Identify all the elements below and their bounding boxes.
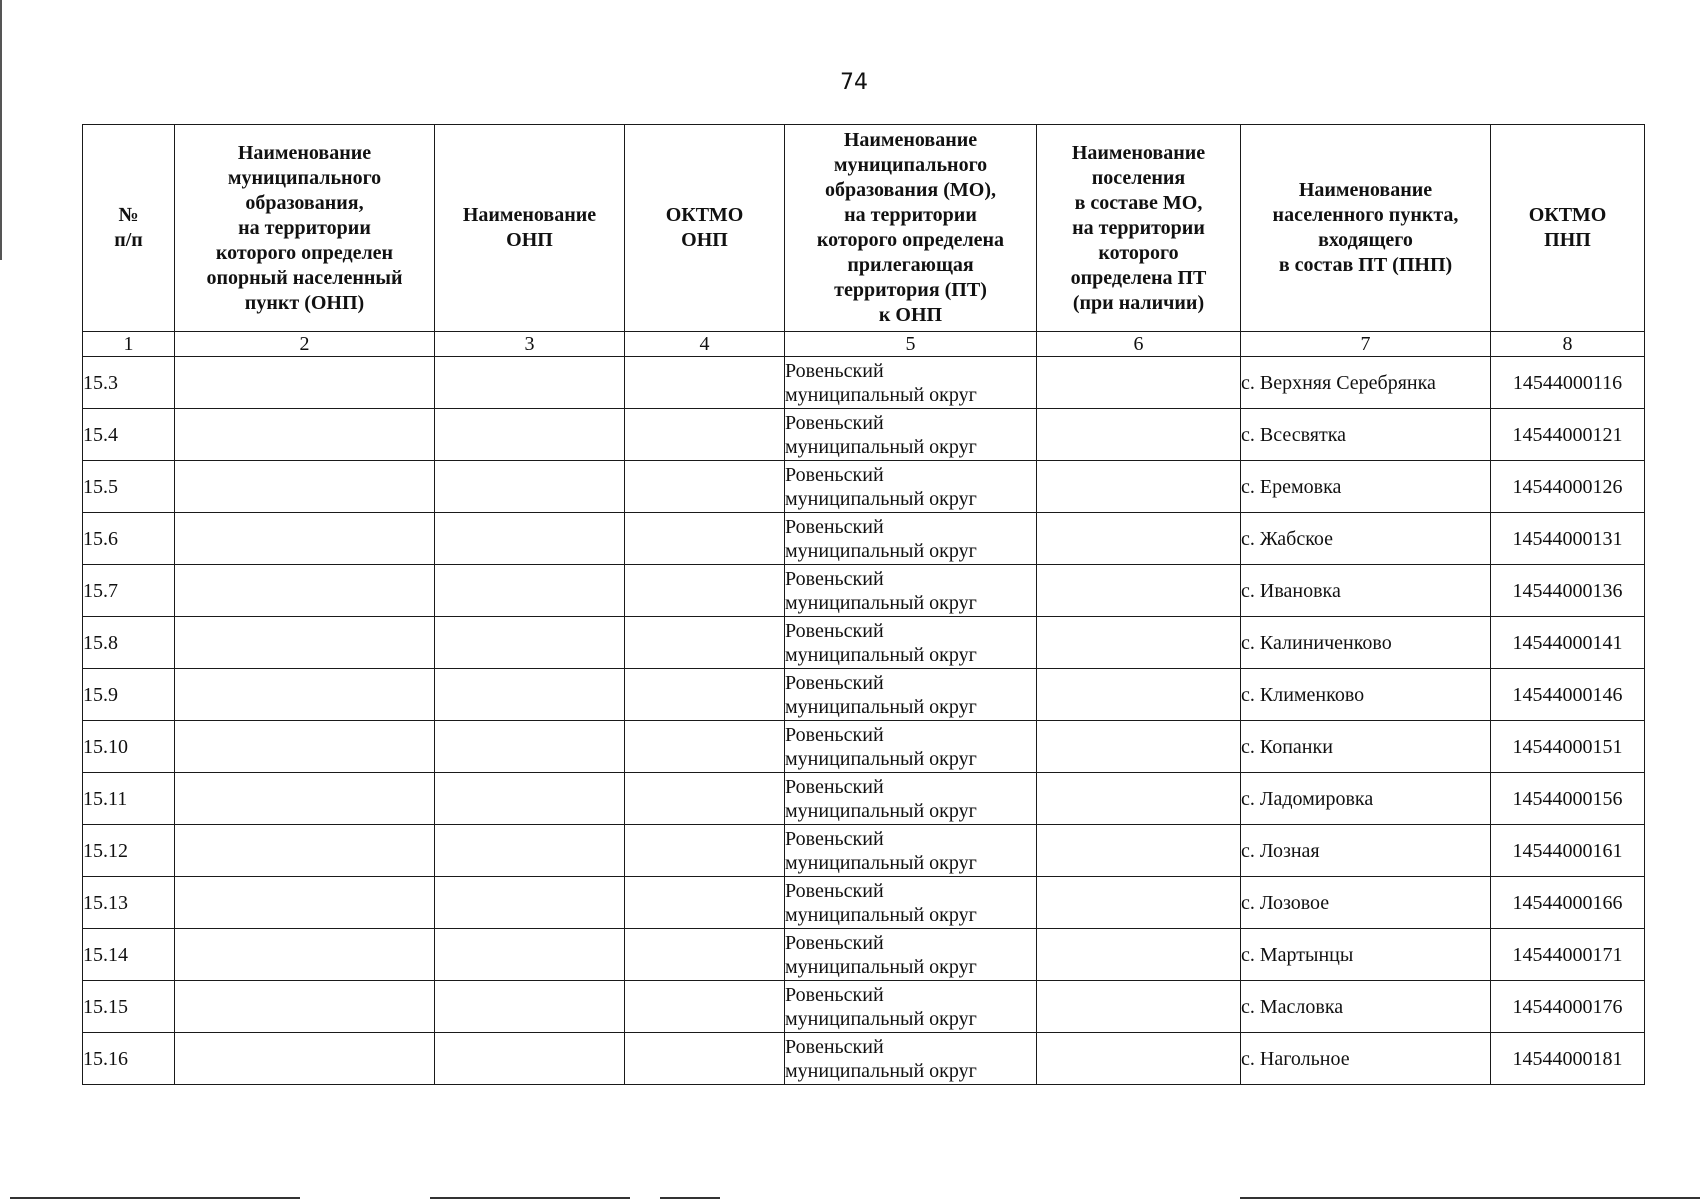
pt-municipality-cell <box>785 461 1037 513</box>
pt-municipality-cell <box>785 877 1037 929</box>
pt-municipality-line: Ровеньский <box>785 463 884 486</box>
table-row <box>83 877 1645 929</box>
onp-oktmo-cell <box>625 617 785 669</box>
pt-municipality-cell <box>785 929 1037 981</box>
pt-municipality-cell <box>785 513 1037 565</box>
pnp-oktmo-cell: 14544000131 <box>1491 513 1645 565</box>
pnp-name-cell: с. Лозная <box>1241 825 1491 877</box>
onp-name-cell <box>435 1033 625 1085</box>
footer-rule-left <box>10 1197 300 1199</box>
onp-oktmo-cell <box>625 825 785 877</box>
header-cell-settlement: Наименование поселения в составе МО, на территории которого определена ПТ (при наличии) <box>1037 125 1241 332</box>
pnp-oktmo-cell: 14544000176 <box>1491 981 1645 1033</box>
settlement-cell <box>1037 461 1241 513</box>
pt-municipality-cell <box>785 773 1037 825</box>
pt-municipality-cell <box>785 409 1037 461</box>
pnp-oktmo-cell: 14544000161 <box>1491 825 1645 877</box>
onp-name-cell <box>435 825 625 877</box>
column-number-cell: 2 <box>175 332 435 357</box>
row-number-cell: 15.7 <box>83 565 175 617</box>
header-cell-onp-municipality: Наименование муниципального образования, на территории которого определен опорный населенный пункт (ОНП) <box>175 125 435 332</box>
pnp-name-cell: с. Верхняя Серебрянка <box>1241 357 1491 409</box>
settlement-cell <box>1037 357 1241 409</box>
pt-municipality-line: муниципальный округ <box>785 903 977 926</box>
table-row <box>83 929 1645 981</box>
pt-municipality-line: муниципальный округ <box>785 695 977 718</box>
onp-municipality-cell <box>175 513 435 565</box>
pt-municipality-line: Ровеньский <box>785 879 884 902</box>
pt-municipality-line: муниципальный округ <box>785 539 977 562</box>
column-number-cell: 8 <box>1491 332 1645 357</box>
table-row <box>83 669 1645 721</box>
pt-municipality-line: муниципальный округ <box>785 955 977 978</box>
onp-name-cell <box>435 721 625 773</box>
settlement-cell <box>1037 981 1241 1033</box>
row-number-cell: 15.15 <box>83 981 175 1033</box>
table-row <box>83 409 1645 461</box>
header-cell-onp-oktmo: ОКТМО ОНП <box>625 125 785 332</box>
onp-oktmo-cell <box>625 409 785 461</box>
pnp-name-cell: с. Всесвятка <box>1241 409 1491 461</box>
row-number-cell: 15.14 <box>83 929 175 981</box>
row-number-cell: 15.11 <box>83 773 175 825</box>
row-number-cell: 15.4 <box>83 409 175 461</box>
header-row <box>83 125 1645 332</box>
settlement-cell <box>1037 773 1241 825</box>
row-number-cell: 15.10 <box>83 721 175 773</box>
row-number-cell: 15.6 <box>83 513 175 565</box>
onp-municipality-cell <box>175 357 435 409</box>
pt-municipality-line: Ровеньский <box>785 983 884 1006</box>
row-number-cell: 15.12 <box>83 825 175 877</box>
pt-municipality-cell <box>785 565 1037 617</box>
column-number-cell: 5 <box>785 332 1037 357</box>
table-body <box>83 332 1645 1085</box>
table-row <box>83 357 1645 409</box>
pt-municipality-line: муниципальный округ <box>785 643 977 666</box>
onp-municipality-cell <box>175 669 435 721</box>
pnp-oktmo-cell: 14544000126 <box>1491 461 1645 513</box>
settlements-table <box>82 124 1645 1085</box>
pnp-oktmo-cell: 14544000171 <box>1491 929 1645 981</box>
onp-municipality-cell <box>175 617 435 669</box>
pnp-oktmo-cell: 14544000141 <box>1491 617 1645 669</box>
settlement-cell <box>1037 409 1241 461</box>
row-number-cell: 15.5 <box>83 461 175 513</box>
onp-name-cell <box>435 461 625 513</box>
onp-municipality-cell <box>175 565 435 617</box>
table-row <box>83 1033 1645 1085</box>
pt-municipality-line: муниципальный округ <box>785 591 977 614</box>
table-row <box>83 565 1645 617</box>
footer-rule-middle <box>430 1197 630 1199</box>
onp-oktmo-cell <box>625 773 785 825</box>
column-number-cell: 7 <box>1241 332 1491 357</box>
header-cell-pnp-name: Наименование населенного пункта, входящего в состав ПТ (ПНП) <box>1241 125 1491 332</box>
pt-municipality-line: Ровеньский <box>785 1035 884 1058</box>
pnp-name-cell: с. Масловка <box>1241 981 1491 1033</box>
pt-municipality-cell <box>785 669 1037 721</box>
column-number-cell: 1 <box>83 332 175 357</box>
pnp-name-cell: с. Еремовка <box>1241 461 1491 513</box>
pt-municipality-cell <box>785 617 1037 669</box>
pt-municipality-line: Ровеньский <box>785 619 884 642</box>
header-cell-pt-municipality: Наименование муниципального образования (МО), на территории которого определена прилегающая территория (ПТ) к ОНП <box>785 125 1037 332</box>
onp-oktmo-cell <box>625 461 785 513</box>
onp-name-cell <box>435 409 625 461</box>
onp-oktmo-cell <box>625 669 785 721</box>
pnp-oktmo-cell: 14544000136 <box>1491 565 1645 617</box>
onp-oktmo-cell <box>625 565 785 617</box>
row-number-cell: 15.8 <box>83 617 175 669</box>
pnp-name-cell: с. Ладомировка <box>1241 773 1491 825</box>
pt-municipality-line: Ровеньский <box>785 723 884 746</box>
pt-municipality-cell <box>785 1033 1037 1085</box>
table-row <box>83 461 1645 513</box>
pt-municipality-line: муниципальный округ <box>785 1059 977 1082</box>
pt-municipality-line: муниципальный округ <box>785 487 977 510</box>
table-row <box>83 825 1645 877</box>
pt-municipality-line: Ровеньский <box>785 411 884 434</box>
column-number-row <box>83 332 1645 357</box>
pt-municipality-line: муниципальный округ <box>785 799 977 822</box>
pt-municipality-line: Ровеньский <box>785 931 884 954</box>
onp-municipality-cell <box>175 461 435 513</box>
pt-municipality-cell <box>785 721 1037 773</box>
onp-oktmo-cell <box>625 357 785 409</box>
pt-municipality-line: муниципальный округ <box>785 1007 977 1030</box>
table-row <box>83 617 1645 669</box>
settlement-cell <box>1037 877 1241 929</box>
row-number-cell: 15.13 <box>83 877 175 929</box>
onp-name-cell <box>435 513 625 565</box>
pnp-oktmo-cell: 14544000156 <box>1491 773 1645 825</box>
scan-edge-mark <box>0 0 2 260</box>
onp-municipality-cell <box>175 929 435 981</box>
pnp-oktmo-cell: 14544000166 <box>1491 877 1645 929</box>
pnp-oktmo-cell: 14544000181 <box>1491 1033 1645 1085</box>
settlement-cell <box>1037 513 1241 565</box>
pt-municipality-line: Ровеньский <box>785 515 884 538</box>
pt-municipality-line: Ровеньский <box>785 775 884 798</box>
onp-oktmo-cell <box>625 721 785 773</box>
onp-municipality-cell <box>175 981 435 1033</box>
row-number-cell: 15.9 <box>83 669 175 721</box>
onp-name-cell <box>435 565 625 617</box>
pt-municipality-cell <box>785 357 1037 409</box>
pt-municipality-line: Ровеньский <box>785 359 884 382</box>
table-row <box>83 773 1645 825</box>
document-table-container <box>82 124 1644 1085</box>
footer-rule-short <box>660 1197 720 1199</box>
settlement-cell <box>1037 1033 1241 1085</box>
pt-municipality-line: муниципальный округ <box>785 747 977 770</box>
onp-municipality-cell <box>175 721 435 773</box>
table-row <box>83 513 1645 565</box>
column-number-cell: 3 <box>435 332 625 357</box>
pnp-name-cell: с. Лозовое <box>1241 877 1491 929</box>
table-row <box>83 721 1645 773</box>
row-number-cell: 15.3 <box>83 357 175 409</box>
settlement-cell <box>1037 669 1241 721</box>
column-number-cell: 4 <box>625 332 785 357</box>
footer-rule-right <box>1240 1197 1700 1199</box>
pt-municipality-cell <box>785 825 1037 877</box>
onp-municipality-cell <box>175 877 435 929</box>
onp-municipality-cell <box>175 409 435 461</box>
page-number: 74 <box>840 70 868 95</box>
onp-name-cell <box>435 877 625 929</box>
settlement-cell <box>1037 929 1241 981</box>
pnp-oktmo-cell: 14544000116 <box>1491 357 1645 409</box>
onp-municipality-cell <box>175 773 435 825</box>
pt-municipality-cell <box>785 981 1037 1033</box>
pt-municipality-line: муниципальный округ <box>785 851 977 874</box>
pt-municipality-line: Ровеньский <box>785 671 884 694</box>
column-number-cell: 6 <box>1037 332 1241 357</box>
onp-name-cell <box>435 981 625 1033</box>
pnp-name-cell: с. Ивановка <box>1241 565 1491 617</box>
settlement-cell <box>1037 825 1241 877</box>
onp-name-cell <box>435 669 625 721</box>
pnp-oktmo-cell: 14544000151 <box>1491 721 1645 773</box>
pnp-name-cell: с. Клименково <box>1241 669 1491 721</box>
pnp-name-cell: с. Калиниченково <box>1241 617 1491 669</box>
pt-municipality-line: Ровеньский <box>785 567 884 590</box>
onp-name-cell <box>435 617 625 669</box>
onp-oktmo-cell <box>625 1033 785 1085</box>
header-cell-onp-name: Наименование ОНП <box>435 125 625 332</box>
onp-oktmo-cell <box>625 981 785 1033</box>
onp-municipality-cell <box>175 1033 435 1085</box>
onp-oktmo-cell <box>625 929 785 981</box>
pnp-name-cell: с. Жабское <box>1241 513 1491 565</box>
onp-municipality-cell <box>175 825 435 877</box>
onp-name-cell <box>435 929 625 981</box>
pnp-oktmo-cell: 14544000146 <box>1491 669 1645 721</box>
pt-municipality-line: Ровеньский <box>785 827 884 850</box>
settlement-cell <box>1037 721 1241 773</box>
onp-oktmo-cell <box>625 877 785 929</box>
header-cell-pnp-oktmo: ОКТМО ПНП <box>1491 125 1645 332</box>
pnp-name-cell: с. Мартынцы <box>1241 929 1491 981</box>
pnp-name-cell: с. Нагольное <box>1241 1033 1491 1085</box>
pt-municipality-line: муниципальный округ <box>785 383 977 406</box>
onp-name-cell <box>435 773 625 825</box>
settlement-cell <box>1037 617 1241 669</box>
onp-oktmo-cell <box>625 513 785 565</box>
settlement-cell <box>1037 565 1241 617</box>
table-row <box>83 981 1645 1033</box>
header-cell-row-number: № п/п <box>83 125 175 332</box>
pt-municipality-line: муниципальный округ <box>785 435 977 458</box>
table-header <box>83 125 1645 332</box>
row-number-cell: 15.16 <box>83 1033 175 1085</box>
pnp-oktmo-cell: 14544000121 <box>1491 409 1645 461</box>
onp-name-cell <box>435 357 625 409</box>
pnp-name-cell: с. Копанки <box>1241 721 1491 773</box>
